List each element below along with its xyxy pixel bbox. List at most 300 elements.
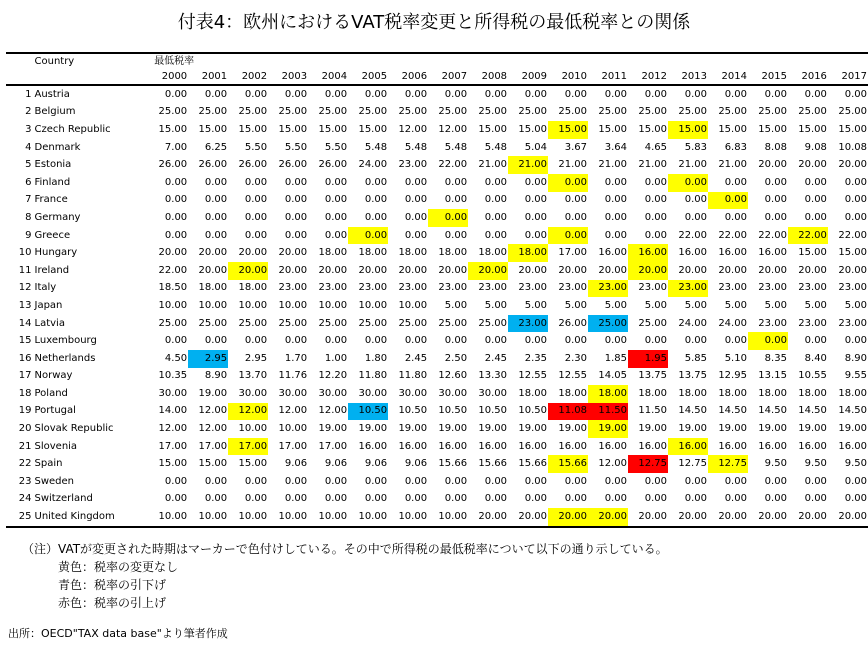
rate-cell: 11.50 [638,405,667,417]
rate-cell: 5.00 [604,299,627,311]
row-number: 3 [25,123,32,135]
rate-cell: 11.08 [548,403,588,421]
rate-cell: 15.66 [438,458,468,470]
rate-cell: 12.75 [628,455,668,473]
rate-cell: 19.00 [478,423,508,435]
rate-cell: 0.00 [524,229,548,241]
rate-cell: 0.00 [644,475,667,487]
rate-cell: 2.95 [188,350,228,368]
rate-cell: 12.00 [198,405,228,417]
rate-cell: 16.00 [798,440,827,452]
rate-cell: 0.00 [524,475,548,487]
rate-cell: 21.00 [558,159,588,171]
rate-cell: 16.00 [758,440,787,452]
rate-cell: 15.00 [238,123,268,135]
rate-cell: 17.00 [198,440,228,452]
rate-cell: 0.00 [844,194,867,206]
rate-cell: 15.00 [838,123,867,135]
rate-cell: 0.00 [844,176,867,188]
rate-cell: 25.00 [238,317,268,329]
rate-cell: 0.00 [644,194,667,206]
rate-cell: 10.50 [478,405,508,417]
rate-cell: 0.00 [404,211,428,223]
rate-cell: 2.50 [444,352,468,364]
rate-cell: 8.35 [764,352,787,364]
country-name: Luxembourg [34,335,97,347]
rate-cell: 18.00 [508,244,548,262]
rate-cell: 30.00 [278,387,308,399]
rate-cell: 15.00 [798,247,827,259]
rate-cell: 25.00 [158,106,188,118]
rate-cell: 18.00 [638,387,667,399]
rate-cell: 2.35 [524,352,548,364]
table-row [6,209,868,227]
rate-cell: 0.00 [364,475,388,487]
rate-cell: 10.00 [348,508,388,527]
rate-cell: 0.00 [524,211,548,223]
rate-cell: 25.00 [398,106,428,118]
country-name: Ireland [34,264,70,276]
rate-cell: 25.00 [438,106,468,118]
rate-cell: 0.00 [684,88,707,100]
year-header: 2004 [308,69,348,85]
rate-cell: 25.00 [478,106,508,118]
rate-cell: 0.00 [244,475,268,487]
rate-cell: 0.00 [644,229,667,241]
country-name: Czech Republic [34,123,111,135]
rate-cell: 24.00 [718,317,747,329]
rate-cell: 19.00 [838,423,867,435]
rate-cell: 10.00 [278,423,308,435]
rate-cell: 23.00 [318,282,348,294]
rate-cell: 13.30 [478,370,508,382]
rate-cell: 15.00 [668,121,708,139]
rate-cell: 23.00 [358,282,388,294]
rate-cell: 0.00 [804,88,827,100]
rate-cell: 8.90 [844,352,867,364]
rate-cell: 18.00 [198,282,228,294]
rate-cell: 18.00 [678,387,707,399]
rate-cell: 0.00 [284,229,308,241]
rate-cell: 15.00 [158,123,188,135]
rate-cell: 0.00 [524,88,548,100]
rate-cell: 5.00 [764,299,787,311]
rate-cell: 5.48 [364,141,388,153]
rate-cell: 0.00 [444,194,468,206]
rate-cell: 23.00 [838,282,867,294]
rate-cell: 25.00 [318,106,348,118]
rate-cell: 20.00 [798,159,827,171]
rate-cell: 0.00 [364,335,388,347]
rate-cell: 18.00 [398,247,428,259]
rate-cell: 0.00 [764,475,787,487]
rate-cell: 0.00 [484,211,508,223]
rate-cell: 0.00 [684,335,707,347]
rate-cell: 19.00 [358,423,388,435]
rate-cell: 12.00 [278,405,308,417]
rate-cell: 0.00 [604,335,627,347]
country-name: Norway [34,370,73,382]
rate-cell: 9.55 [844,370,867,382]
rate-cell: 23.00 [438,282,468,294]
country-header: Country [34,55,75,67]
rate-cell: 18.00 [758,387,787,399]
rate-cell: 25.00 [678,106,707,118]
rate-cell: 10.35 [158,370,188,382]
table-row [6,403,868,421]
note-blue: 青色：税率の引下げ [58,578,167,592]
rate-cell: 23.00 [398,159,428,171]
rate-cell: 0.00 [204,493,228,505]
rate-cell: 20.00 [838,159,867,171]
rate-cell: 12.00 [198,423,228,435]
row-number: 5 [25,159,32,171]
rate-cell: 0.00 [364,493,388,505]
rate-cell: 10.00 [388,508,428,527]
country-name: Sweden [34,475,75,487]
rate-cell: 10.00 [238,299,268,311]
rate-cell: 20.00 [718,264,747,276]
rate-cell: 20.00 [678,264,707,276]
row-number: 1 [25,88,32,100]
rate-cell: 20.00 [468,262,508,280]
rate-cell: 16.00 [718,440,747,452]
rate-cell: 23.00 [718,282,747,294]
country-name: Slovenia [34,440,78,452]
rate-cell: 0.00 [164,229,188,241]
rate-cell: 15.00 [518,123,548,135]
rate-cell: 19.00 [398,423,428,435]
rate-cell: 5.00 [484,299,508,311]
rate-cell: 0.00 [364,211,388,223]
rate-cell: 20.00 [238,247,268,259]
rate-cell: 10.50 [518,405,548,417]
rate-cell: 0.00 [684,194,707,206]
rate-cell: 21.00 [638,159,667,171]
rate-cell: 0.00 [284,335,308,347]
rate-cell: 22.00 [678,229,707,241]
rate-cell: 5.48 [444,141,468,153]
rate-cell: 22.00 [788,227,828,245]
country-name: Poland [34,387,68,399]
row-number: 16 [18,352,32,364]
rate-cell: 0.00 [324,335,348,347]
rate-cell: 0.00 [564,475,588,487]
rate-cell: 9.06 [284,458,308,470]
rate-cell: 0.00 [524,194,548,206]
rate-cell: 30.00 [438,387,468,399]
country-name: Germany [34,211,81,223]
rate-cell: 20.00 [438,264,468,276]
rate-cell: 17.00 [158,440,188,452]
rate-cell: 0.00 [804,194,827,206]
rate-cell: 0.00 [324,176,348,188]
rate-cell: 20.00 [708,508,748,527]
rate-cell: 0.00 [564,335,588,347]
rate-cell: 0.00 [684,493,707,505]
rate-cell: 23.00 [638,282,667,294]
rate-cell: 12.00 [598,458,627,470]
vat-income-tax-table [6,50,868,528]
rate-cell: 25.00 [478,317,508,329]
rate-cell: 0.00 [244,229,268,241]
rate-cell: 20.00 [668,508,708,527]
rate-cell: 20.00 [748,508,788,527]
year-header: 2002 [228,69,268,85]
rate-cell: 0.00 [324,493,348,505]
rate-cell: 12.60 [438,370,468,382]
rate-cell: 17.00 [228,438,268,456]
rate-cell: 25.00 [158,317,188,329]
rate-cell: 18.00 [438,247,468,259]
rate-cell: 10.00 [198,299,228,311]
rate-cell: 0.00 [748,332,788,350]
rate-cell: 20.00 [758,264,787,276]
country-name: Finland [34,176,71,188]
rate-cell: 0.00 [844,88,867,100]
rate-cell: 25.00 [838,106,867,118]
rate-cell: 5.00 [564,299,588,311]
rate-cell: 20.00 [558,264,588,276]
row-number: 10 [18,247,32,259]
rate-cell: 25.00 [598,106,627,118]
rate-cell: 0.00 [404,194,428,206]
rate-cell: 18.50 [158,282,188,294]
rate-cell: 20.00 [158,247,188,259]
rate-cell: 16.00 [478,440,508,452]
rate-cell: 0.00 [804,211,827,223]
rate-cell: 0.00 [724,211,747,223]
rate-cell: 12.00 [318,405,348,417]
rate-cell: 5.48 [484,141,508,153]
rate-cell: 0.00 [204,229,228,241]
table-row [6,350,868,368]
rate-cell: 17.00 [558,247,588,259]
row-number: 22 [18,458,32,470]
rate-cell: 20.00 [628,508,668,527]
rate-cell: 14.50 [798,405,827,417]
rate-cell: 5.00 [844,299,867,311]
year-header: 2009 [508,69,548,85]
rate-cell: 2.45 [484,352,508,364]
rate-cell: 15.00 [158,458,188,470]
year-header: 2006 [388,69,428,85]
rate-cell: 0.00 [644,176,667,188]
rate-cell: 10.00 [268,508,308,527]
rate-cell: 0.00 [548,174,588,192]
row-number: 23 [18,475,32,487]
note-yellow: 黄色：税率の変更なし [58,560,179,574]
rate-cell: 0.00 [444,335,468,347]
country-name: Japan [34,299,63,311]
rate-cell: 8.08 [764,141,787,153]
rate-cell: 0.00 [204,194,228,206]
rate-cell: 0.00 [204,176,228,188]
rate-cell: 10.08 [838,141,867,153]
rate-cell: 0.00 [804,475,827,487]
rate-cell: 30.00 [318,387,348,399]
table-row [6,297,868,315]
table-row [6,192,868,210]
rate-cell: 2.95 [244,352,268,364]
rate-cell: 12.95 [718,370,747,382]
rate-cell: 15.00 [798,123,827,135]
rate-cell: 0.00 [604,88,627,100]
rate-cell: 0.00 [164,176,188,188]
rate-cell: 13.15 [758,370,787,382]
rate-cell: 15.00 [638,123,667,135]
rate-cell: 16.00 [438,440,468,452]
rate-cell: 26.00 [558,317,588,329]
table-row [6,174,868,192]
rate-cell: 0.00 [804,335,827,347]
rate-cell: 0.00 [524,176,548,188]
rate-cell: 25.00 [358,317,388,329]
rate-cell: 14.05 [598,370,627,382]
rate-cell: 5.48 [404,141,428,153]
rate-cell: 4.65 [644,141,667,153]
rate-cell: 15.00 [198,458,228,470]
rate-cell: 15.00 [548,121,588,139]
rate-cell: 25.00 [718,106,747,118]
rate-cell: 6.25 [204,141,228,153]
rate-cell: 21.00 [718,159,747,171]
rate-cell: 0.00 [764,176,787,188]
table-row [6,438,868,456]
rate-cell: 23.00 [798,282,827,294]
rate-cell: 2.45 [404,352,428,364]
rate-cell: 13.75 [678,370,707,382]
rate-cell: 10.50 [398,405,428,417]
rate-cell: 0.00 [348,227,388,245]
rate-cell: 20.00 [508,508,548,527]
rate-cell: 11.80 [398,370,428,382]
rate-cell: 30.00 [158,387,188,399]
rate-cell: 16.00 [358,440,388,452]
rate-cell: 8.40 [804,352,827,364]
rate-cell: 20.00 [278,247,308,259]
rate-cell: 14.50 [838,405,867,417]
rate-cell: 0.00 [284,211,308,223]
year-header: 2007 [428,69,468,85]
rate-cell: 0.00 [164,493,188,505]
rate-cell: 12.00 [398,123,428,135]
rate-cell: 5.00 [684,299,707,311]
rate-cell: 5.00 [644,299,667,311]
rate-cell: 0.00 [484,176,508,188]
rate-cell: 18.00 [318,247,348,259]
rate-cell: 0.00 [164,335,188,347]
rate-cell: 0.00 [284,88,308,100]
rate-cell: 23.00 [278,282,308,294]
rate-cell: 0.00 [484,493,508,505]
rate-cell: 0.00 [644,493,667,505]
rate-cell: 14.50 [758,405,787,417]
rate-cell: 15.00 [758,123,787,135]
rate-cell: 12.20 [318,370,348,382]
rate-cell: 12.00 [438,123,468,135]
rate-cell: 23.00 [588,280,628,298]
rate-cell: 25.00 [318,317,348,329]
rate-cell: 0.00 [604,229,627,241]
rate-cell: 16.00 [598,247,627,259]
rate-cell: 19.00 [758,423,787,435]
table-row [6,455,868,473]
rate-cell: 19.00 [798,423,827,435]
year-header: 2001 [188,69,228,85]
rate-cell: 12.55 [518,370,548,382]
rate-cell: 30.00 [398,387,428,399]
rate-cell: 10.00 [238,423,268,435]
rate-cell: 23.00 [518,282,548,294]
rate-cell: 11.80 [358,370,388,382]
country-name: Belgium [34,106,76,118]
rate-cell: 0.00 [244,194,268,206]
year-header: 2014 [708,69,748,85]
rate-cell: 6.83 [724,141,747,153]
rate-cell: 0.00 [484,475,508,487]
rate-cell: 0.00 [724,88,747,100]
rate-cell: 0.00 [844,493,867,505]
rate-cell: 25.00 [588,315,628,333]
rate-cell: 4.50 [164,352,188,364]
rate-cell: 0.00 [324,88,348,100]
rate-cell: 5.85 [684,352,707,364]
table-row [6,385,868,403]
row-number: 9 [25,229,32,241]
rate-cell: 0.00 [244,88,268,100]
rate-cell: 9.06 [324,458,348,470]
rate-cell: 0.00 [644,211,667,223]
row-number: 19 [18,405,32,417]
rate-cell: 18.00 [718,387,747,399]
country-name: Estonia [34,159,72,171]
rate-cell: 16.00 [668,438,708,456]
rate-cell: 16.00 [628,244,668,262]
rate-cell: 0.00 [404,176,428,188]
rate-cell: 0.00 [484,194,508,206]
year-header: 2005 [348,69,388,85]
rate-cell: 0.00 [444,229,468,241]
table-row [6,491,868,509]
table-row [6,508,868,527]
rate-cell: 14.00 [158,405,188,417]
rate-cell: 0.00 [804,493,827,505]
rate-cell: 15.00 [598,123,627,135]
rate-cell: 10.55 [798,370,827,382]
rate-cell: 22.00 [158,264,188,276]
row-number: 4 [25,141,32,153]
rate-cell: 18.00 [358,247,388,259]
rate-cell: 20.00 [358,264,388,276]
rate-cell: 18.00 [238,282,268,294]
rate-cell: 0.00 [548,227,588,245]
rate-cell: 16.00 [398,440,428,452]
rate-cell: 19.00 [678,423,707,435]
rate-cell: 15.00 [718,123,747,135]
row-number: 7 [25,194,32,206]
country-name: Denmark [34,141,81,153]
rate-cell: 21.00 [508,156,548,174]
rate-cell: 0.00 [564,493,588,505]
rate-cell: 23.00 [478,282,508,294]
rate-cell: 3.64 [604,141,627,153]
rate-cell: 10.00 [358,299,388,311]
rate-cell: 18.00 [588,385,628,403]
rate-cell: 0.00 [204,88,228,100]
rate-cell: 0.00 [764,493,787,505]
rate-cell: 10.00 [308,508,348,527]
